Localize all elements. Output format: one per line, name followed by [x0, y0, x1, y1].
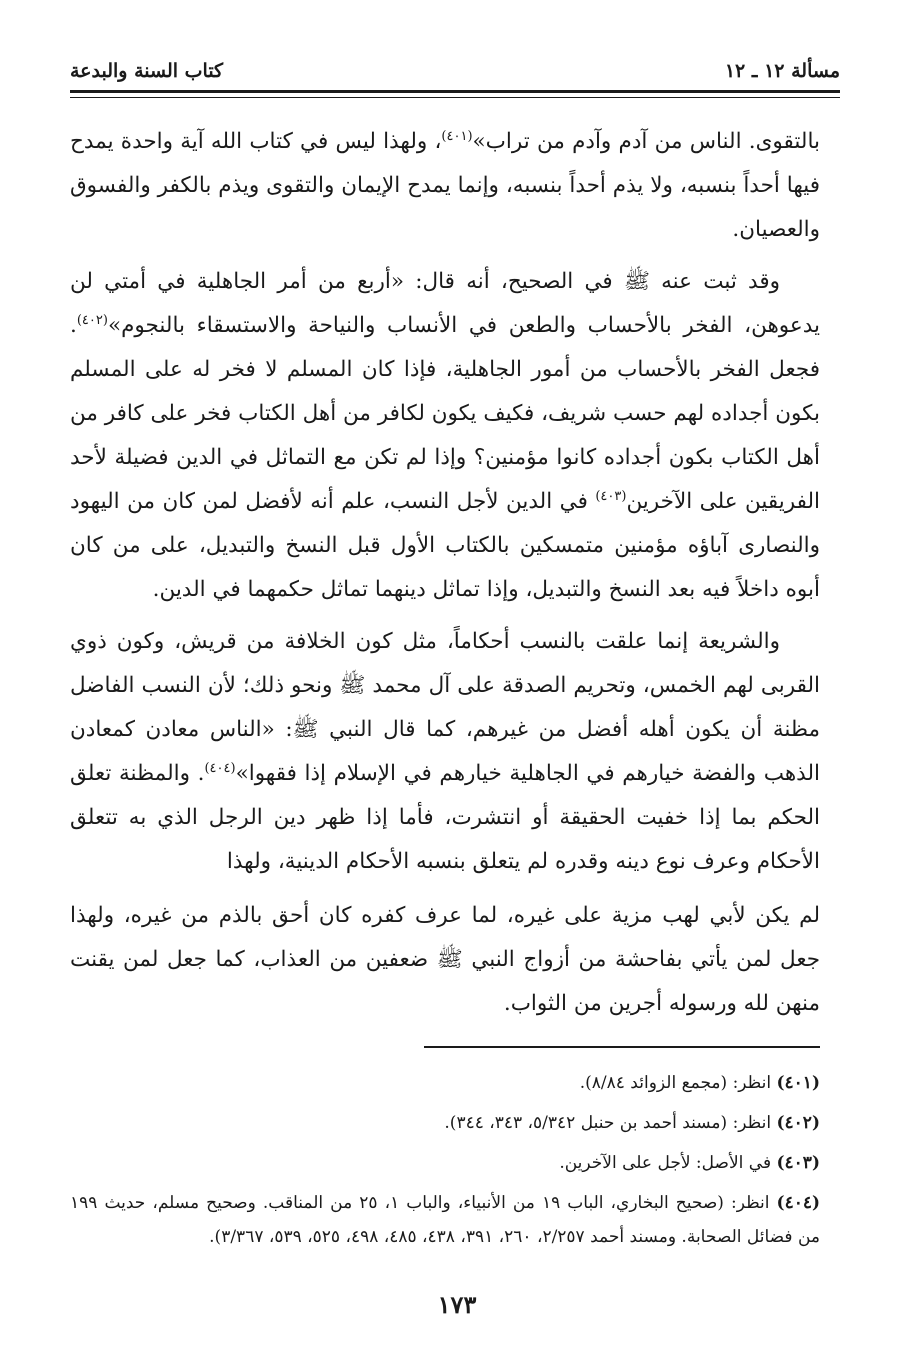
footnote-text: انظر: (مسند أحمد بن حنبل ٥/٣٤٢، ٣٤٣، ٣٤٤).	[444, 1113, 772, 1133]
footnote-401	[70, 1066, 820, 1100]
footnote-number: (٤٠٢)	[776, 1113, 820, 1133]
paragraph-1-text-a: بالتقوى. الناس من آدم وآدم من تراب»	[472, 129, 820, 154]
paragraph-1	[70, 120, 820, 252]
footnote-ref-404[interactable]: (٤٠٤)	[204, 760, 236, 776]
header-book-title: كتاب السنة والبدعة	[70, 60, 224, 82]
footnote-divider	[424, 1046, 820, 1048]
paragraph-3-text-b: . والمظنة تعلق الحكم بما إذا خفيت الحقيقة أو انتشرت، فأما إذا ظهر دين الرجل الذي به تتعلق الأحكام وعرف نوع دينه وقدره لم يتعلق بنسبه الأحكام الدينية، ولهذا	[70, 761, 820, 874]
footnote-402	[70, 1106, 820, 1140]
paragraph-2-text-a: وقد ثبت عنه ﷺ في الصحيح، أنه قال: «أربع من أمر الجاهلية في أمتي لن يدعوهن، الفخر بالأحساب والطعن في الأنساب والنياحة والاستسقاء بالنجوم»	[70, 269, 820, 338]
paragraph-3	[70, 620, 820, 884]
footnote-number: (٤٠١)	[776, 1073, 820, 1093]
paragraph-2-text-b: . فجعل الفخر بالأحساب من أمور الجاهلية، فإذا كان المسلم لا فخر له على المسلم بكون أجداده لهم حسب شريف، فكيف يكون لكافر من أهل الكتاب فخر على كافر من أهل الكتاب بكون أجداده كانوا مؤمنين؟ وإذا لم تكن مع التماثل في الدين فضيلة لأحد الفريقين على الآخرين	[70, 313, 820, 514]
header-section-label: مسألة ١٢ ـ ١٢	[724, 60, 840, 82]
footnote-ref-403[interactable]: (٤٠٣)	[595, 488, 627, 504]
paragraph-1-text-b: ، ولهذا ليس في كتاب الله آية واحدة يمدح فيها أحداً بنسبه، ولا يذم أحداً بنسبه، وإنما يمدح الإيمان والتقوى ويذم بالكفر والفسوق والعصيان.	[70, 129, 820, 242]
paragraph-4	[70, 894, 820, 1026]
footnote-number: (٤٠٣)	[776, 1153, 820, 1173]
page-number: ١٧٣	[437, 1290, 477, 1319]
header-rule-thick	[70, 90, 840, 93]
paragraph-2	[70, 260, 820, 612]
running-header	[70, 56, 840, 86]
footnote-ref-401[interactable]: (٤٠١)	[441, 128, 473, 144]
paragraph-2-text-c: في الدين لأجل النسب، علم أنه لأفضل لمن كان من اليهود والنصارى آباؤه مؤمنين متمسكين بالكتاب الأول قبل النسخ والتبديل، على من كان أبوه داخلاً فيه بعد النسخ والتبديل، وإذا تماثل دينهما تماثل حكمهما في الدين.	[70, 489, 820, 602]
paragraph-4-text: لم يكن لأبي لهب مزية على غيره، لما عرف كفره كان أحق بالذم من غيره، ولهذا جعل لمن يأتي بفاحشة من أزواج النبي ﷺ ضعفين من العذاب، كما جعل لمن يقنت منهن لله ورسوله أجرين من الثواب.	[70, 903, 820, 1016]
footnote-text: انظر: (صحيح البخاري، الباب ١٩ من الأنبياء، والباب ١، ٢٥ من المناقب. وصحيح مسلم، حديث ١٩٩ من فضائل الصحابة. ومسند أحمد ٢/٢٥٧، ٢٦٠، ٣٩١، ٤٣٨، ٤٨٥، ٤٩٨، ٥٢٥، ٥٣٩، ٣/٣٦٧).	[70, 1193, 820, 1247]
footnotes	[70, 1066, 820, 1260]
footnote-ref-402[interactable]: (٤٠٢)	[76, 312, 108, 328]
header-rule-thin	[70, 97, 840, 98]
main-text	[70, 120, 820, 1034]
footnote-text: في الأصل: لأجل على الآخرين.	[559, 1153, 772, 1173]
footnote-403	[70, 1146, 820, 1180]
footnote-text: انظر: (مجمع الزوائد ٨/٨٤).	[579, 1073, 772, 1093]
footnote-404	[70, 1186, 820, 1254]
footnote-number: (٤٠٤)	[776, 1193, 821, 1213]
paragraph-3-text-a: والشريعة إنما علقت بالنسب أحكاماً، مثل كون الخلافة من قريش، وكون ذوي القربى لهم الخمس، وتحريم الصدقة على آل محمد ﷺ ونحو ذلك؛ لأن النسب الفاضل مظنة أن يكون أهله أفضل من غيرهم، كما قال النبي ﷺ: «الناس معادن كمعادن الذهب والفضة خيارهم في الجاهلية خيارهم في الإسلام إذا فقهوا»	[70, 629, 820, 786]
